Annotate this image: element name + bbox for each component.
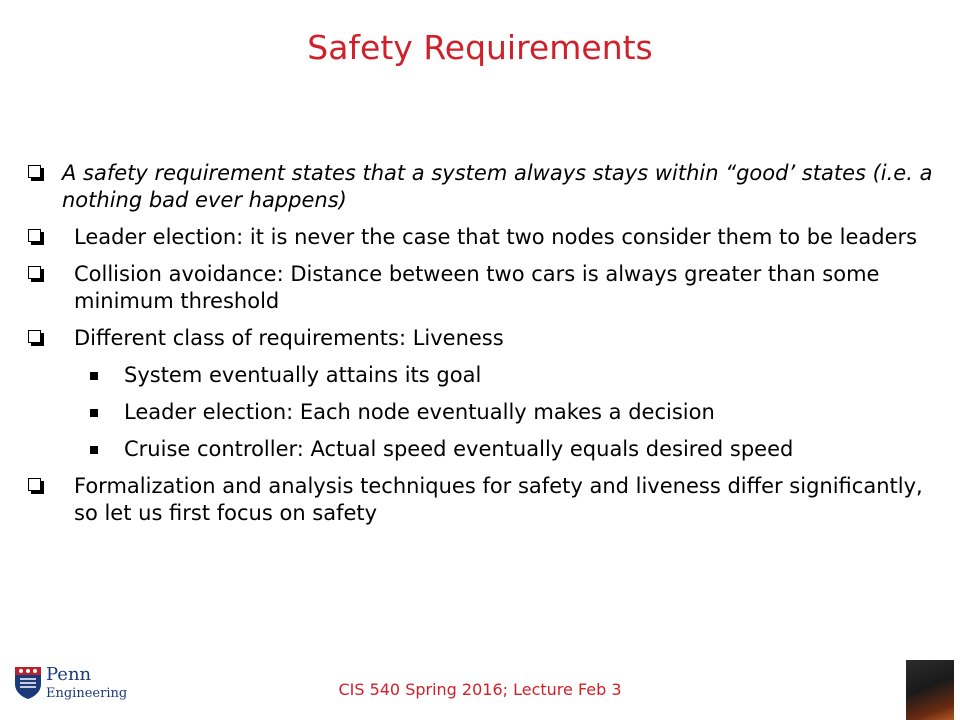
bullet-item <box>28 160 943 214</box>
checkbox-bullet-icon <box>28 229 41 242</box>
bullet-item <box>28 325 943 352</box>
bullet-item <box>28 473 943 527</box>
bullet-item <box>28 224 943 251</box>
checkbox-bullet-icon <box>28 266 41 279</box>
sub-bullet-text: Cruise controller: Actual speed eventually equals desired speed <box>124 437 794 461</box>
bullet-item <box>28 261 943 315</box>
square-bullet-icon <box>90 409 98 417</box>
square-bullet-icon <box>90 372 98 380</box>
sub-bullet-text: Leader election: Each node eventually makes a decision <box>124 400 715 424</box>
slide-title: Safety Requirements <box>307 28 653 67</box>
slide-footer: CIS 540 Spring 2016; Lecture Feb 3 <box>338 680 622 699</box>
bullet-text: Different class of requirements: Liveness <box>74 326 504 350</box>
checkbox-bullet-icon <box>28 478 41 491</box>
bullet-text: Leader election: it is never the case that two nodes consider them to be leaders <box>74 225 918 249</box>
sub-bullet-item <box>28 436 943 463</box>
book-cover-thumbnail <box>906 660 954 720</box>
bullet-text: Collision avoidance: Distance between two cars is always greater than some minimum threshold <box>74 262 880 313</box>
logo-line1: Penn <box>46 664 92 685</box>
sub-bullet-text: System eventually attains its goal <box>124 363 482 387</box>
sub-bullet-item <box>28 399 943 426</box>
checkbox-bullet-icon <box>28 330 41 343</box>
checkbox-bullet-icon <box>28 165 41 178</box>
logo-line2: Engineering <box>46 686 128 701</box>
bullet-list <box>28 160 943 537</box>
bullet-text: Formalization and analysis techniques for safety and liveness differ significantly, so let us first focus on safety <box>74 474 923 525</box>
sub-bullet-item <box>28 362 943 389</box>
square-bullet-icon <box>90 446 98 454</box>
bullet-text: A safety requirement states that a system always stays within “good’ states (i.e. a nothing bad ever happens) <box>62 161 933 212</box>
